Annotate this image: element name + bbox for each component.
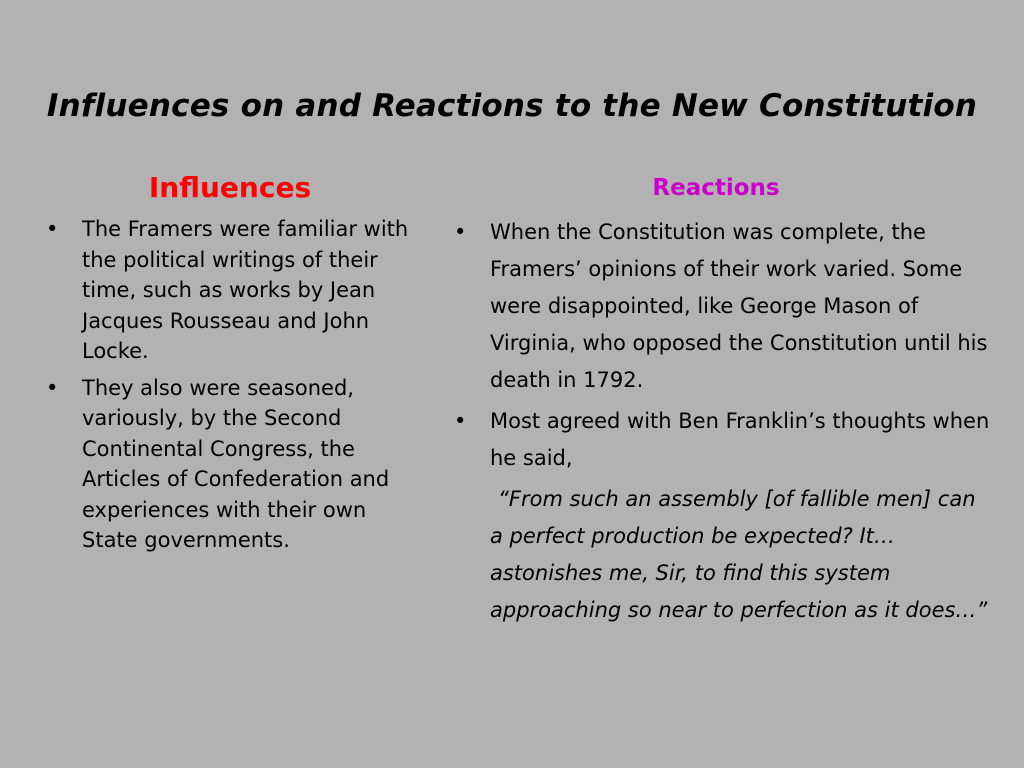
bullet-icon: • bbox=[46, 375, 59, 400]
list-item bbox=[452, 403, 992, 477]
reactions-bullet-text: When the Constitution was complete, the Framers’ opinions of their work varied. Some were disappointed, like George Mason of Virginia, who opposed the Constitution until his death in 1792. bbox=[490, 220, 988, 392]
list-item bbox=[44, 373, 424, 556]
list-item bbox=[452, 214, 992, 399]
bullet-icon: • bbox=[454, 220, 467, 244]
influences-column bbox=[44, 168, 424, 562]
influences-heading: Influences bbox=[148, 171, 312, 204]
reactions-bullet-text: Most agreed with Ben Franklin’s thoughts when he said, bbox=[490, 409, 990, 470]
slide-title: Influences on and Reactions to the New Constitution bbox=[46, 88, 978, 124]
reactions-heading: Reactions bbox=[652, 175, 780, 201]
bullet-icon: • bbox=[454, 409, 467, 433]
reactions-column bbox=[452, 168, 992, 629]
reactions-list bbox=[452, 214, 992, 477]
franklin-quote: “From such an assembly [of fallible men] can a perfect production be expected? It…astonishes me, Sir, to find this system approaching so near to perfection as it does…” bbox=[490, 487, 988, 622]
influences-list bbox=[44, 214, 424, 556]
influences-bullet-text: The Framers were familiar with the political writings of their time, such as works by Jean Jacques Rousseau and John Locke. bbox=[82, 217, 409, 363]
bullet-icon: • bbox=[46, 217, 59, 241]
influences-bullet-text: They also were seasoned, variously, by the Second Continental Congress, the Articles of Confederation and experiences with their own State governments. bbox=[82, 375, 390, 552]
list-item bbox=[44, 214, 424, 367]
